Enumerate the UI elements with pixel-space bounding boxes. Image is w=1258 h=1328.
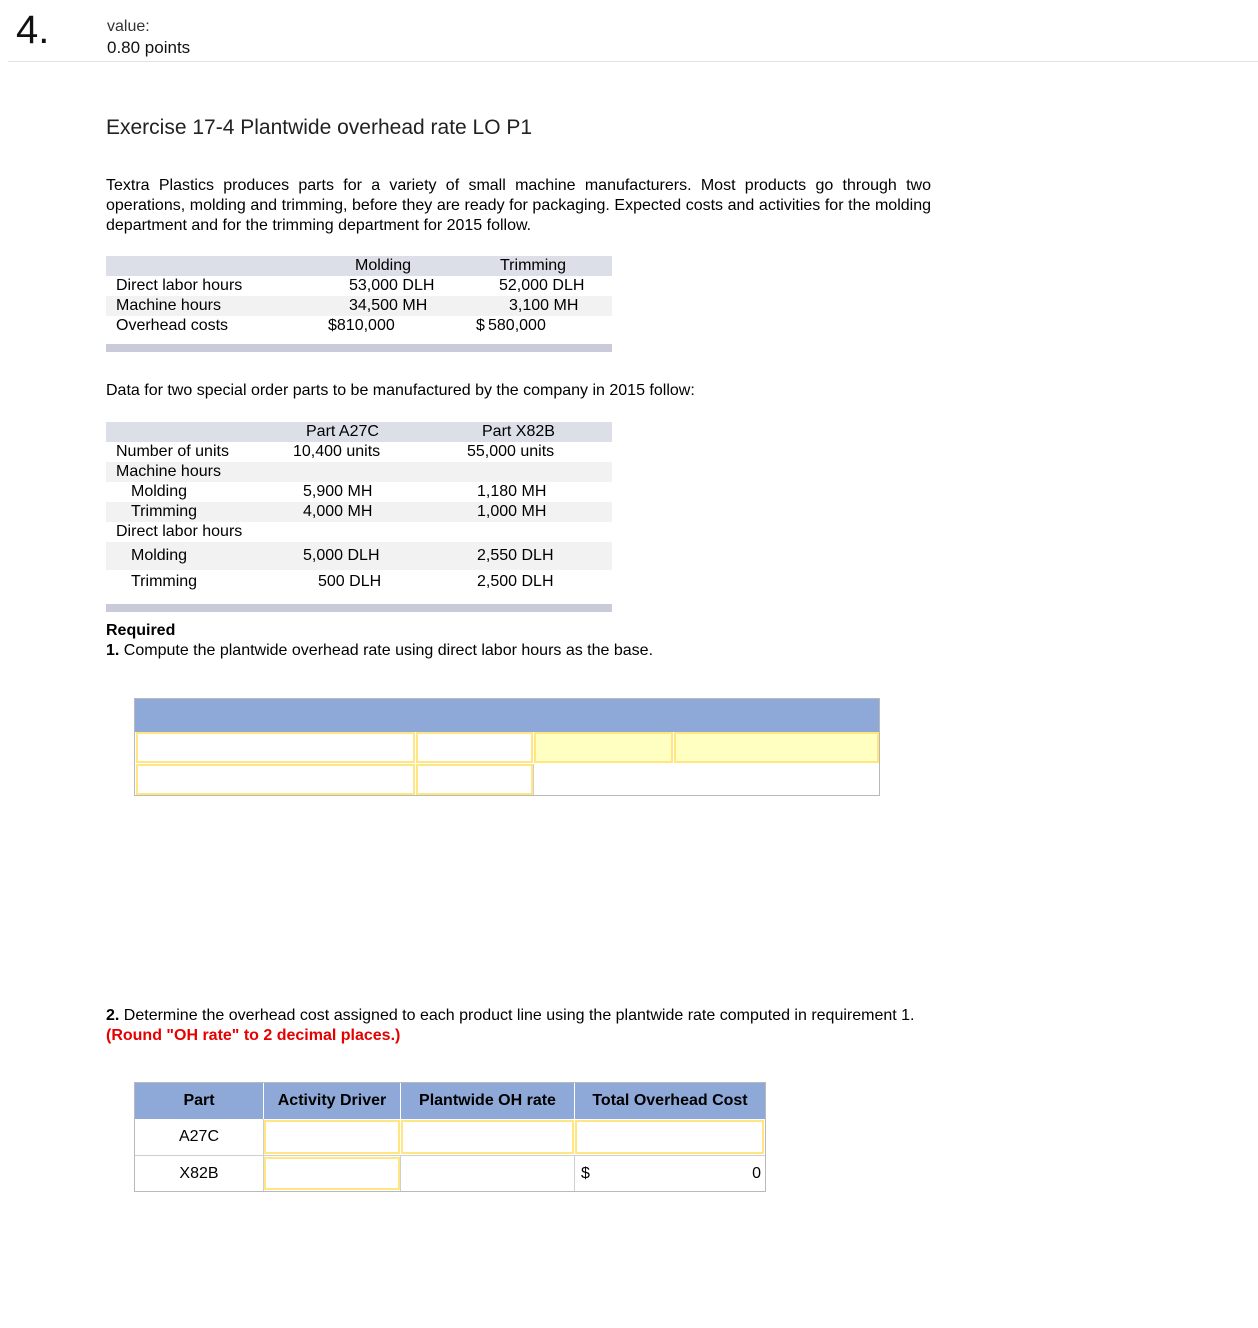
answer-grid-header <box>135 699 879 732</box>
row-label: Trimming <box>131 503 198 520</box>
currency-sign: $ <box>581 1165 590 1182</box>
header-part-x82b: Part X82B <box>482 423 555 440</box>
part-x82b-value: 1,180 MH <box>477 483 547 500</box>
trimming-value: 580,000 <box>488 317 546 334</box>
row-label: Number of units <box>116 443 229 460</box>
cell-divider <box>533 764 534 795</box>
plantwide-rate-answer-grid <box>134 698 880 796</box>
answer-input-r2c2[interactable] <box>416 764 533 795</box>
table-row <box>106 316 612 336</box>
molding-value: $810,000 <box>328 317 395 334</box>
row-label: Machine hours <box>116 463 221 480</box>
header-molding: Molding <box>355 257 412 274</box>
molding-value: 34,500 MH <box>349 297 428 314</box>
part-a27c-value: 10,400 units <box>293 443 381 460</box>
table-row <box>106 570 612 594</box>
currency-sign: $ <box>476 317 485 334</box>
table-row <box>106 442 612 462</box>
part-x82b-value: 55,000 units <box>467 443 555 460</box>
col-header-total-overhead-cost: Total Overhead Cost <box>575 1083 765 1119</box>
trimming-value: 52,000 DLH <box>499 277 585 294</box>
requirement-1 <box>106 642 653 660</box>
intro-paragraph: Textra Plastics produces parts for a variety of small machine manufacturers. Most products go through two operations, molding and trimming, before they are ready for packaging. Expected costs and activities for the molding department and for the trimming department for 2015 follow. <box>106 177 931 234</box>
requirement-2 <box>106 1006 931 1046</box>
cell-divider <box>574 1156 575 1191</box>
points-value: 0.80 points <box>107 38 191 57</box>
molding-value: 53,000 DLH <box>349 277 435 294</box>
oh-rate-input-a27c[interactable] <box>401 1120 574 1154</box>
requirement-2-text: Determine the overhead cost assigned to each product line using the plantwide rate computed in requirement 1. <box>123 1007 915 1024</box>
trimming-value: 3,100 MH <box>509 297 579 314</box>
answer-input-r2c1[interactable] <box>136 764 415 795</box>
table-row <box>106 276 612 296</box>
row-label: Overhead costs <box>116 317 229 334</box>
value-label: value: <box>107 18 150 35</box>
col-header-plantwide-oh-rate: Plantwide OH rate <box>401 1083 574 1119</box>
department-table-header <box>106 256 612 276</box>
part-cell-x82b: X82B <box>179 1165 219 1182</box>
row-label: Direct labor hours <box>116 277 243 294</box>
answer-input-r1c4[interactable] <box>674 732 879 763</box>
part-x82b-value: 2,500 DLH <box>477 573 554 590</box>
part-x82b-value: 1,000 MH <box>477 503 547 520</box>
part-a27c-value: 5,900 MH <box>303 483 373 500</box>
row-label: Trimming <box>131 573 198 590</box>
table-row <box>106 502 612 522</box>
part-x82b-value: 2,550 DLH <box>477 547 554 564</box>
row-label: Molding <box>131 547 188 564</box>
row-label: Machine hours <box>116 297 221 314</box>
total-overhead-input-a27c[interactable] <box>575 1120 764 1154</box>
cell-divider <box>400 1156 401 1191</box>
total-overhead-value-x82b: 0 <box>752 1165 761 1182</box>
activity-driver-input-a27c[interactable] <box>264 1120 400 1154</box>
col-header-part: Part <box>135 1083 263 1119</box>
requirement-2-number: 2. <box>106 1007 120 1024</box>
part-a27c-value: 5,000 DLH <box>303 547 380 564</box>
requirement-1-text: Compute the plantwide overhead rate using direct labor hours as the base. <box>123 642 654 659</box>
table-footer-bar <box>106 604 612 612</box>
part-a27c-value: 4,000 MH <box>303 503 373 520</box>
answer-input-r1c1[interactable] <box>136 732 415 763</box>
header-part-a27c: Part A27C <box>306 423 379 440</box>
parts-table <box>106 422 612 612</box>
rounding-note: (Round "OH rate" to 2 decimal places.) <box>106 1027 401 1044</box>
header-trimming: Trimming <box>500 257 567 274</box>
question-number: 4. <box>16 8 50 52</box>
requirement-1-number: 1. <box>106 642 120 659</box>
table-footer-bar <box>106 344 612 352</box>
parts-intro: Data for two special order parts to be manufactured by the company in 2015 follow: <box>106 382 695 399</box>
department-table <box>106 256 612 352</box>
activity-driver-input-x82b[interactable] <box>264 1157 400 1190</box>
part-cell-a27c: A27C <box>178 1128 220 1145</box>
answer-input-r1c3[interactable] <box>534 732 673 763</box>
part-a27c-value: 500 DLH <box>318 573 382 590</box>
required-heading: Required <box>106 622 176 639</box>
table-row <box>106 482 612 502</box>
answer-input-r1c2[interactable] <box>416 732 533 763</box>
table-row <box>106 542 612 570</box>
parts-table-header <box>106 422 612 442</box>
row-label: Molding <box>131 483 188 500</box>
table-row <box>106 522 612 542</box>
row-label: Direct labor hours <box>116 523 243 540</box>
exercise-title: Exercise 17-4 Plantwide overhead rate LO P1 <box>106 116 533 139</box>
header-divider <box>8 61 1258 62</box>
table-row <box>106 296 612 316</box>
overhead-assignment-grid <box>134 1082 766 1192</box>
col-header-activity-driver: Activity Driver <box>264 1083 400 1119</box>
table-row <box>106 462 612 482</box>
